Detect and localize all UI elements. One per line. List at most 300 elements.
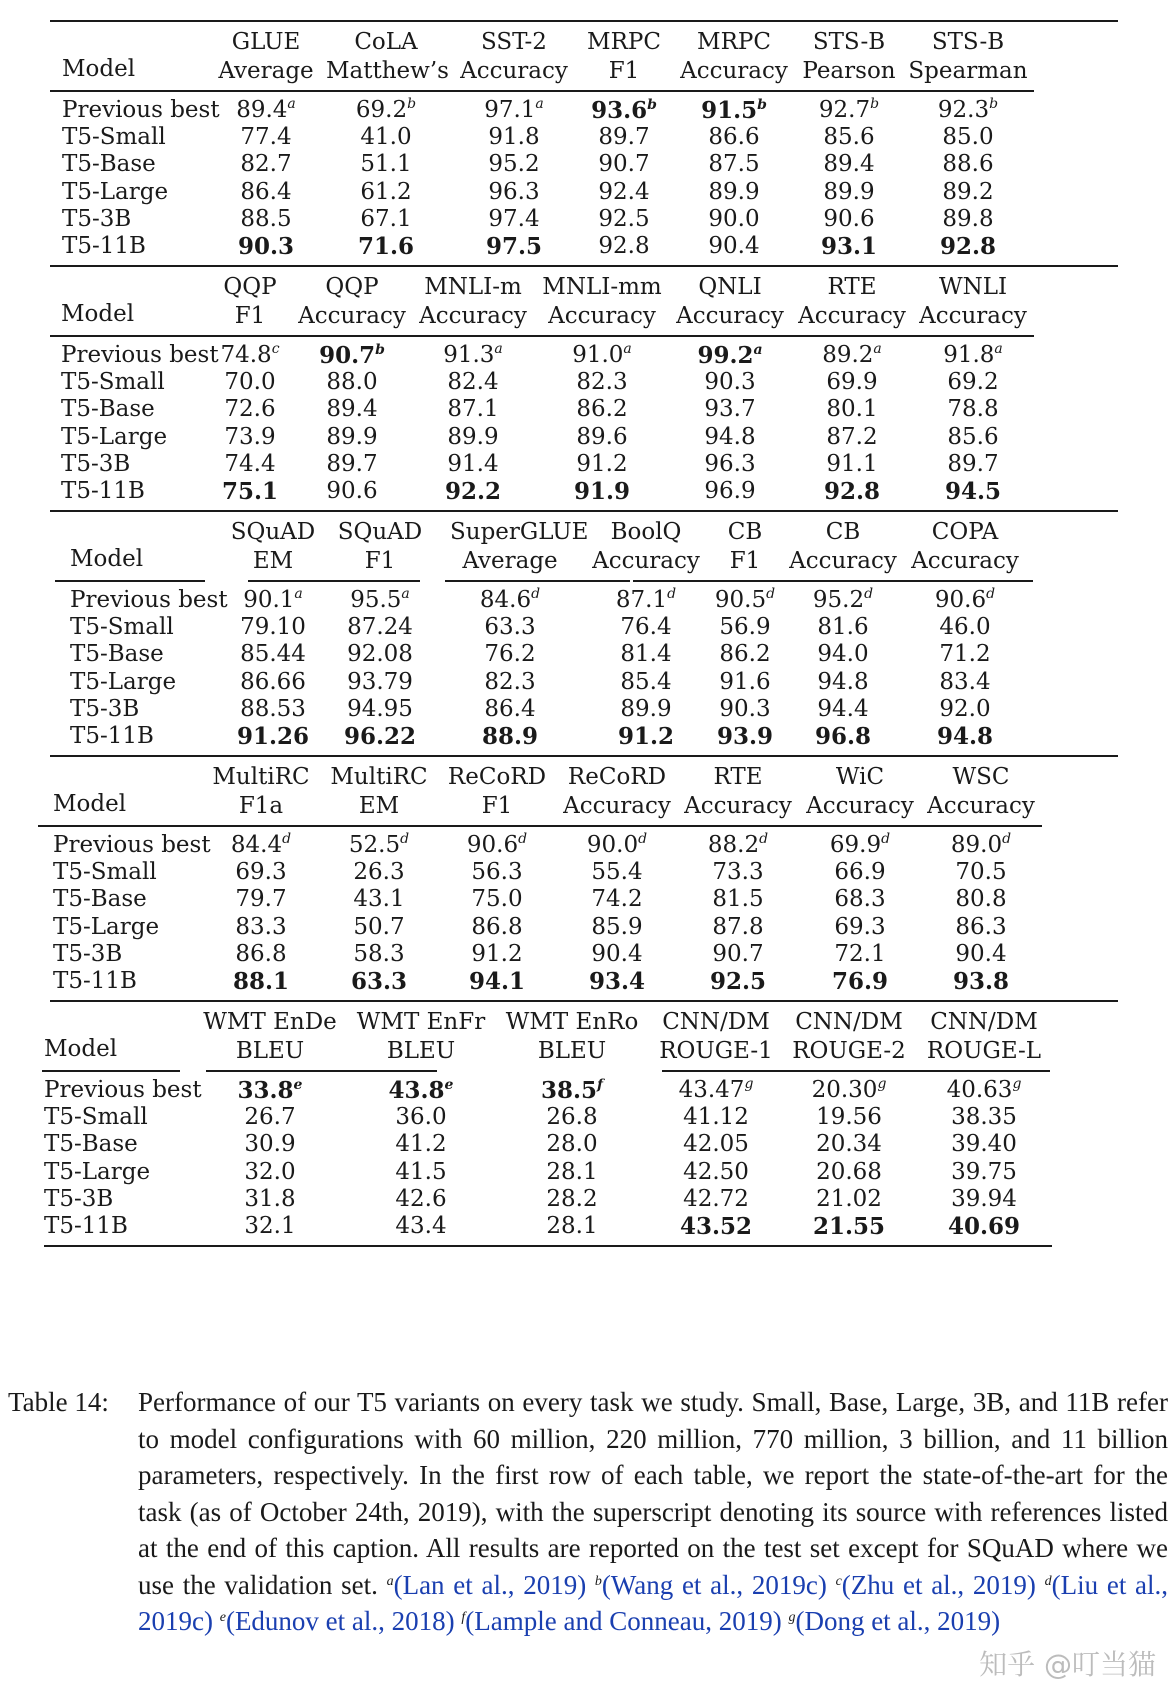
score-value: 19.56 [816, 1104, 882, 1131]
source-superscript: e [444, 1077, 454, 1093]
score-value: 91.2 [576, 450, 628, 477]
score-cell [557, 967, 677, 996]
score-value: 69.3 [235, 859, 287, 886]
column-header-line2: Accuracy [563, 793, 671, 819]
score-cell [779, 1103, 919, 1132]
score-cell [908, 178, 1028, 207]
score-cell [542, 395, 662, 424]
column-header-line2: F1 [608, 58, 640, 84]
column-header-line1: MNLI-mm [542, 274, 662, 300]
score-value: 32.1 [244, 1213, 296, 1239]
score-cell [413, 395, 533, 424]
score-value: 76.9 [831, 968, 889, 995]
column-header-line1: CB [825, 519, 861, 545]
source-superscript: a [294, 586, 303, 602]
score-cell [437, 940, 557, 969]
score-value: 89.9 [447, 423, 499, 450]
column-header-line2: BLEU [386, 1038, 456, 1064]
source-superscript: d [1002, 831, 1012, 847]
score-value: 70.5 [955, 859, 1007, 886]
source-superscript: a [994, 341, 1003, 357]
source-superscript: b [407, 96, 417, 112]
column-header-line2: Accuracy [592, 548, 700, 574]
score-value: 87.8 [712, 913, 764, 940]
top-rule [50, 510, 1118, 512]
score-value: 94.4 [817, 695, 869, 722]
score-value: 86.66 [240, 668, 306, 695]
table-row [44, 1103, 1118, 1132]
table-row [50, 450, 1118, 479]
score-value: 71.2 [939, 641, 991, 668]
score-value: 93.9 [716, 723, 774, 750]
citation-link[interactable]: (Wang et al., 2019c) [601, 1569, 827, 1600]
model-name: T5-11B [62, 233, 146, 259]
score-value: 82.3 [484, 668, 536, 695]
table-row [44, 1185, 1118, 1214]
model-name: Previous best [62, 97, 220, 123]
column-header-line2: Spearman [908, 58, 1028, 84]
table-block-5 [44, 1000, 1118, 1250]
score-cell [564, 232, 684, 261]
score-cell [319, 858, 439, 887]
table-row [50, 668, 1118, 697]
score-cell [351, 1158, 491, 1187]
score-value: 39.75 [951, 1158, 1017, 1185]
column-header-line2: Accuracy [460, 58, 568, 84]
score-value: 31.8 [244, 1185, 296, 1212]
column-header [908, 28, 1028, 86]
score-value: 96.9 [704, 478, 756, 504]
caption-body: Performance of our T5 variants on every task we study. Small, Base, Large, 3B, and 11B refer to model configurations with 60 million, 220 million, 770 million, 3 billion, and 11 billion parameters, respectively. In the first row of each table, we report the state-of-the-art for the task (as of October 24th, 2019), with the superscript denoting its source with references listed at the end of this caption. All results are reported on the test set except for SQuAD where we use the validation set. [138, 1387, 1168, 1600]
score-value: 89.8 [942, 205, 994, 232]
score-value: 86.6 [708, 124, 760, 151]
citation-superscript: g [788, 1610, 796, 1625]
score-cell [789, 178, 909, 207]
score-value: 85.44 [240, 641, 306, 668]
score-cell [502, 1076, 642, 1105]
score-cell [678, 967, 798, 996]
score-cell [213, 695, 333, 724]
score-cell [326, 123, 446, 152]
score-cell [914, 1185, 1054, 1214]
score-cell [542, 477, 662, 506]
score-cell [646, 1103, 786, 1132]
column-header-line1: CNN/DM [930, 1009, 1038, 1035]
score-value: 69.2 [355, 97, 408, 123]
column-header [678, 763, 798, 821]
column-header-line2: Accuracy [680, 58, 788, 84]
score-value: 89.4 [823, 151, 875, 178]
model-name: T5-3B [61, 450, 131, 477]
score-value: 20.30 [811, 1077, 878, 1103]
score-value: 90.7 [319, 342, 376, 369]
score-value: 46.0 [939, 614, 991, 641]
source-superscript: c [271, 341, 280, 357]
table-row [50, 150, 1118, 179]
column-header-line1: ReCoRD [447, 764, 547, 790]
score-value: 88.5 [240, 205, 292, 232]
score-cell [557, 858, 677, 887]
score-cell [292, 395, 412, 424]
score-value: 69.2 [947, 369, 999, 396]
column-header-line2: Accuracy [684, 793, 792, 819]
score-cell [913, 341, 1033, 370]
score-cell [678, 885, 798, 914]
score-value: 30.9 [244, 1131, 296, 1158]
score-value: 90.4 [708, 233, 760, 259]
table-row [50, 123, 1118, 152]
score-value: 90.6 [466, 832, 519, 858]
score-value: 56.3 [471, 859, 523, 886]
citation-superscript: e [219, 1610, 226, 1625]
column-header [670, 273, 790, 331]
column-header-line2: Accuracy [806, 793, 914, 819]
score-value: 99.2 [697, 342, 754, 369]
score-cell [319, 831, 439, 860]
column-header-line2: BLEU [537, 1038, 607, 1064]
score-cell [292, 450, 412, 479]
score-cell [542, 423, 662, 452]
score-value: 87.1 [615, 587, 668, 613]
score-cell [905, 668, 1025, 697]
score-value: 91.6 [719, 668, 771, 695]
score-value: 90.6 [326, 478, 378, 504]
column-header-line2: EM [358, 793, 400, 819]
citation-superscript: d [1044, 1573, 1052, 1589]
source-superscript: d [986, 586, 996, 602]
score-value: 86.4 [484, 695, 536, 722]
model-name: T5-Large [62, 178, 169, 205]
column-header-line2: EM [252, 548, 294, 574]
source-superscript: d [400, 831, 410, 847]
score-cell [921, 858, 1041, 887]
score-cell [908, 123, 1028, 152]
header-rule [50, 335, 1034, 337]
citation [455, 1606, 782, 1636]
model-name: T5-3B [70, 695, 140, 722]
score-cell [413, 368, 533, 397]
source-superscript: f [597, 1077, 604, 1093]
score-value: 63.3 [484, 614, 536, 641]
score-cell [800, 913, 920, 942]
score-cell [351, 1103, 491, 1132]
column-header [450, 518, 589, 576]
score-value: 76.4 [620, 614, 672, 641]
score-value: 89.7 [947, 450, 999, 477]
score-cell [783, 722, 903, 751]
column-header-line2: ROUGE-L [926, 1038, 1042, 1064]
table-row [50, 831, 1118, 860]
score-value: 95.5 [350, 587, 402, 613]
score-value: 94.8 [817, 668, 869, 695]
citation [586, 1570, 827, 1600]
header-rule [633, 580, 1033, 582]
source-superscript: d [518, 831, 528, 847]
table-row [50, 477, 1118, 506]
score-cell [413, 477, 533, 506]
score-cell [213, 668, 333, 697]
score-value: 90.6 [934, 587, 987, 613]
score-cell [670, 423, 790, 452]
score-cell [326, 150, 446, 179]
score-value: 85.0 [942, 124, 994, 151]
column-header-line1: MultiRC [212, 764, 310, 790]
score-value: 41.2 [395, 1131, 447, 1158]
column-header-line2: Accuracy [911, 548, 1019, 574]
model-name: T5-11B [61, 478, 145, 504]
source-superscript: e [293, 1077, 303, 1093]
score-value: 85.9 [591, 913, 643, 940]
score-value: 74.4 [224, 450, 276, 477]
score-value: 40.69 [947, 1213, 1021, 1240]
column-header-line1: WSC [952, 764, 1010, 790]
model-name: T5-3B [62, 205, 132, 232]
score-value: 91.1 [826, 450, 878, 477]
source-superscript: b [647, 97, 657, 113]
score-value: 91.9 [573, 478, 631, 505]
score-value: 42.05 [683, 1131, 749, 1158]
column-header-line2: Accuracy [548, 303, 656, 329]
score-value: 96.3 [704, 450, 756, 477]
score-cell [413, 341, 533, 370]
score-value: 52.5 [348, 832, 401, 858]
source-superscript: d [667, 586, 677, 602]
top-rule [50, 20, 1118, 22]
score-cell [319, 885, 439, 914]
table-row [50, 586, 1118, 615]
header-rule [50, 90, 1034, 92]
score-value: 94.8 [704, 423, 756, 450]
score-value: 86.2 [576, 396, 628, 423]
score-value: 32.0 [244, 1158, 296, 1185]
score-value: 90.0 [586, 832, 639, 858]
column-header [800, 763, 920, 821]
score-value: 43.47 [678, 1077, 745, 1103]
score-value: 69.9 [826, 369, 878, 396]
score-cell [206, 123, 326, 152]
score-value: 89.2 [942, 178, 994, 205]
score-value: 88.9 [481, 723, 539, 750]
citation-link[interactable]: (Lample and Conneau, 2019) [465, 1606, 782, 1636]
table-row [44, 1076, 1118, 1105]
column-header [213, 518, 333, 576]
citation-link[interactable]: (Liu et al., 2019c) [138, 1569, 1169, 1636]
column-header-line2: Accuracy [927, 793, 1035, 819]
bottom-rule [44, 1245, 1052, 1247]
column-header-line1: WMT EnDe [203, 1009, 337, 1035]
citation-link[interactable]: (Lan et al., 2019) [393, 1569, 587, 1600]
score-cell [437, 831, 557, 860]
score-value: 97.5 [485, 233, 543, 260]
score-value: 55.4 [591, 859, 643, 886]
score-cell [326, 178, 446, 207]
column-header-line2: F1 [364, 548, 396, 574]
score-cell [789, 96, 909, 125]
score-cell [502, 1130, 642, 1159]
score-value: 87.2 [826, 423, 878, 450]
score-value: 42.72 [683, 1185, 749, 1212]
score-value: 85.4 [620, 668, 672, 695]
score-value: 68.3 [834, 886, 886, 913]
top-rule [50, 755, 1118, 757]
table-row [50, 967, 1118, 996]
score-cell [921, 967, 1041, 996]
score-cell [200, 1158, 340, 1187]
table-block-4 [50, 755, 1118, 1005]
score-value: 92.5 [598, 205, 650, 232]
table-row [50, 423, 1118, 452]
model-name: Previous best [44, 1077, 202, 1103]
column-header-line1: SuperGLUE [450, 519, 589, 545]
column-header-line2: Average [218, 58, 314, 84]
score-cell [792, 368, 912, 397]
score-value: 93.6 [591, 97, 648, 124]
table-block-3 [50, 510, 1118, 760]
score-value: 89.6 [576, 423, 628, 450]
score-value: 26.3 [353, 859, 405, 886]
score-cell [905, 722, 1025, 751]
score-cell [206, 232, 326, 261]
score-cell [779, 1158, 919, 1187]
score-value: 96.8 [814, 723, 872, 750]
score-value: 86.2 [719, 641, 771, 668]
score-cell [914, 1158, 1054, 1187]
score-value: 28.1 [546, 1158, 598, 1185]
score-cell [913, 368, 1033, 397]
caption-label: Table 14: [8, 1387, 109, 1417]
score-cell [678, 940, 798, 969]
score-cell [646, 1076, 786, 1105]
score-cell [670, 341, 790, 370]
score-value: 91.5 [701, 97, 758, 124]
source-superscript: d [766, 586, 776, 602]
model-name: T5-Large [61, 423, 168, 450]
score-cell [674, 96, 794, 125]
column-header-line2: F1a [238, 793, 284, 819]
score-cell [646, 1212, 786, 1241]
score-value: 90.0 [708, 205, 760, 232]
score-cell [206, 96, 326, 125]
score-value: 85.6 [823, 124, 875, 151]
column-header [913, 273, 1033, 331]
table-row [50, 885, 1118, 914]
score-cell [908, 96, 1028, 125]
score-value: 58.3 [353, 940, 405, 967]
score-cell [502, 1103, 642, 1132]
score-cell [921, 885, 1041, 914]
score-value: 94.5 [944, 478, 1002, 505]
score-cell [557, 940, 677, 969]
score-cell [502, 1185, 642, 1214]
score-value: 86.8 [235, 940, 287, 967]
score-cell [454, 232, 574, 261]
score-cell [800, 967, 920, 996]
score-cell [454, 178, 574, 207]
column-header-line2: Accuracy [676, 303, 784, 329]
model-column-header: Model [44, 1036, 118, 1062]
score-value: 63.3 [350, 968, 408, 995]
score-value: 96.22 [343, 723, 417, 750]
score-cell [779, 1076, 919, 1105]
score-value: 97.1 [484, 97, 536, 123]
score-value: 90.1 [243, 587, 295, 613]
score-value: 92.0 [939, 695, 991, 722]
score-value: 69.3 [834, 913, 886, 940]
table-caption [8, 1384, 1168, 1640]
score-cell [905, 695, 1025, 724]
column-header-line1: MNLI-m [424, 274, 522, 300]
score-cell [564, 178, 684, 207]
column-header-line1: STS-B [931, 29, 1005, 55]
score-value: 84.4 [230, 832, 283, 858]
score-cell [320, 640, 440, 669]
score-cell [326, 232, 446, 261]
table-row [44, 1212, 1118, 1241]
score-cell [792, 450, 912, 479]
model-name: T5-3B [53, 940, 123, 967]
score-value: 90.7 [712, 940, 764, 967]
score-value: 82.4 [447, 369, 499, 396]
source-superscript: a [623, 341, 632, 357]
score-cell [779, 1212, 919, 1241]
score-cell [905, 586, 1025, 615]
model-name: T5-Small [53, 859, 157, 886]
citation-link[interactable]: (Zhu et al., 2019) [841, 1569, 1036, 1600]
column-header-line1: WNLI [938, 274, 1008, 300]
score-value: 70.0 [224, 369, 276, 396]
score-value: 89.9 [823, 178, 875, 205]
score-value: 41.5 [395, 1158, 447, 1185]
score-value: 67.1 [360, 205, 412, 232]
source-superscript: d [864, 586, 874, 602]
score-cell [450, 586, 570, 615]
score-value: 92.8 [823, 478, 881, 505]
score-cell [914, 1076, 1054, 1105]
score-cell [908, 205, 1028, 234]
score-value: 91.4 [447, 450, 499, 477]
score-value: 76.2 [484, 641, 536, 668]
table-block-2 [50, 265, 1118, 515]
score-cell [792, 477, 912, 506]
score-cell [326, 96, 446, 125]
score-value: 93.1 [820, 233, 878, 260]
score-value: 20.68 [816, 1158, 882, 1185]
table-row [50, 341, 1118, 370]
score-cell [450, 613, 570, 642]
score-cell [206, 178, 326, 207]
score-cell [557, 831, 677, 860]
column-header [454, 28, 574, 86]
column-header [292, 273, 412, 331]
score-value: 93.79 [347, 668, 413, 695]
table-row [50, 96, 1118, 125]
score-value: 92.4 [598, 178, 650, 205]
score-value: 88.53 [240, 695, 306, 722]
column-header-line1: CoLA [354, 29, 418, 55]
citation-link[interactable]: (Dong et al., 2019) [795, 1606, 1001, 1636]
score-value: 78.8 [947, 396, 999, 423]
score-value: 95.2 [812, 587, 865, 613]
score-cell [200, 1185, 340, 1214]
column-header-line1: WMT EnRo [505, 1009, 639, 1035]
score-cell [542, 368, 662, 397]
citation-link[interactable]: (Edunov et al., 2018) [225, 1606, 455, 1636]
score-value: 91.8 [488, 124, 540, 151]
score-value: 73.3 [712, 859, 764, 886]
score-cell [320, 668, 440, 697]
column-header [320, 518, 440, 576]
column-header [905, 518, 1025, 576]
